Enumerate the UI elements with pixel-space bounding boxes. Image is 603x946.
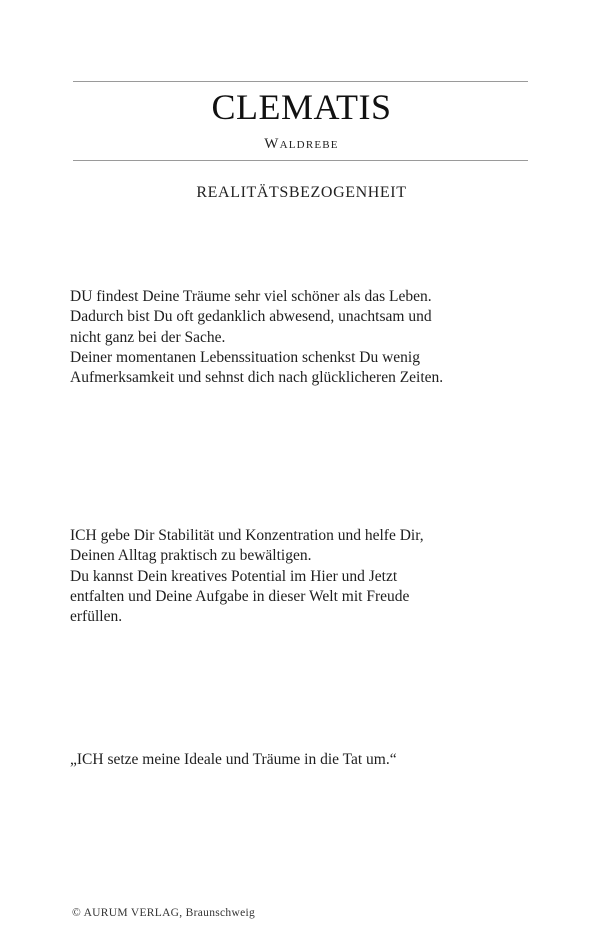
text-line: Deiner momentanen Lebenssituation schenkst Du wenig [70, 348, 420, 366]
copyright-footer: © AURUM VERLAG, Braunschweig [72, 907, 256, 919]
text-line: Aufmerksamkeit und sehnst dich nach glücklicheren Zeiten. [70, 369, 444, 387]
text-line: Du kannst Dein kreatives Potential im Hier und Jetzt [70, 567, 398, 585]
text-line: Dadurch bist Du oft gedanklich abwesend, unachtsam und [70, 308, 432, 326]
text-line: entfalten und Deine Aufgabe in dieser Welt mit Freude [70, 587, 410, 605]
text-line: Deinen Alltag praktisch zu bewältigen. [70, 547, 312, 565]
text-line: nicht ganz bei der Sache. [70, 328, 226, 346]
top-divider [73, 81, 528, 82]
affirmation-text: „ICH setze meine Ideale und Träume in die Tat um.“ [70, 751, 397, 768]
text-line: ICH gebe Dir Stabilität und Konzentration und helfe Dir, [70, 527, 424, 544]
affirmation [70, 750, 530, 770]
card-title: CLEMATIS [211, 87, 392, 127]
card-subtitle: Waldrebe [264, 136, 339, 152]
text-line: DU findest Deine Träume sehr viel schöner als das Leben. [70, 288, 432, 305]
bottom-divider [73, 160, 528, 161]
text-line: erfüllen. [70, 608, 123, 626]
description-paragraph [70, 287, 530, 388]
card-theme: REALITÄTSBEZOGENHEIT [196, 184, 407, 201]
support-paragraph [70, 526, 530, 627]
